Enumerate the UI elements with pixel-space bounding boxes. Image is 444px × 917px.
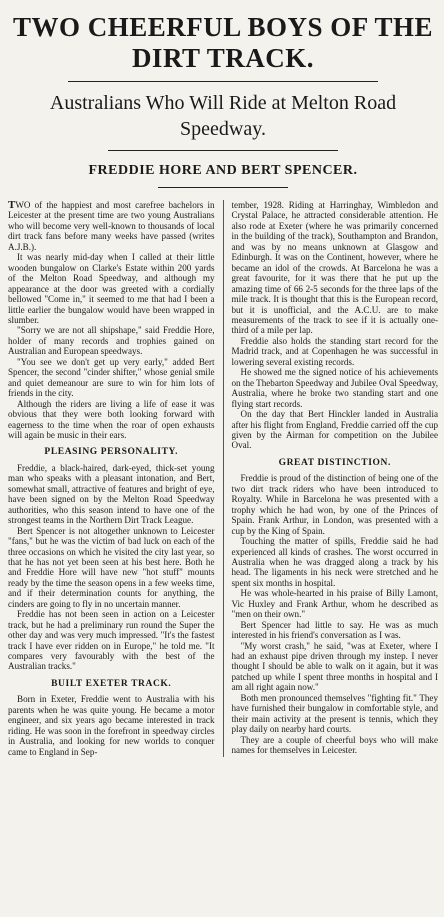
subheadline-rule — [108, 150, 338, 151]
paragraph: Bert Spencer had little to say. He was as much interested in his friend's conversation as I was. — [231, 619, 439, 641]
left-column — [8, 200, 215, 757]
subheadline: Australians Who Will Ride at Melton Road Speedway. — [49, 92, 397, 140]
section-heading: GREAT DISTINCTION. — [278, 457, 391, 468]
paragraph: On the day that Bert Hinckler landed in Australia after his flight from England, Freddie carried off the cup given by the Airman for competition on the Jubilee Oval. — [231, 409, 439, 451]
column-divider — [223, 200, 224, 757]
paragraph: "Sorry we are not all shipshape," said Freddie Hore, holder of many records and trophies gained on Australian and European speedways. — [8, 325, 215, 357]
paragraph: "You see we don't get up very early," added Bert Spencer, the second "cinder shifter," whose genial smile and quiet demeanour are sure to win for him lots of friends in the city. — [8, 356, 215, 399]
paragraph: He showed me the signed notice of his achievements on the Thebarton Speedway and Jubilee Oval Speedway, Australia, where he broke two standing start and one flying start records. — [231, 367, 439, 409]
byline-rule — [158, 187, 288, 188]
paragraph: He was whole-hearted in his praise of Billy Lamont, Vic Huxley and Frank Arthur, whom he described as "men on their own." — [231, 588, 439, 620]
paragraph: Although the riders are living a life of ease it was obvious that they were both looking forward with eagerness to the time when the roar of open exhausts will again be music in their ears. — [8, 398, 215, 440]
paragraph: Touching the matter of spills, Freddie said he had experienced all kinds of crashes. The worst occurred in Australia when he was dragged along a track by his head. The ligaments in his neck were stretched and he spent six months in hospital. — [231, 536, 439, 588]
right-column — [232, 200, 439, 757]
paragraph: Freddie is proud of the distinction of being one of the two dirt track riders who have been introduced to Royalty. While in Barcelona he was presented with a trophy which he had won, by one of the Princes of Spain. Frank Arthur, in London, was presented with a cup by the King of Spain. — [231, 473, 439, 536]
headline-rule — [68, 81, 378, 82]
paragraph: "My worst crash," he said, "was at Exeter, where I had an exhaust pipe driven through my instep. I never thought I should be able to walk on it again, but it was patched up while I spent three months in hospital and I am all right again now." — [231, 640, 439, 693]
paragraph-text: WO of the happiest and most carefree bachelors in Leicester at the present time are two young Australians who will become very well-known to thousands of local dirt track fans before many weeks have passed (writes A.J.B.). — [8, 200, 215, 252]
paragraph: It was nearly mid-day when I called at their little wooden bungalow on Clarke's Estate within 200 yards of the Melton Road Speedway, and although my appearance at the door was greeted with a cordially bellowed "Come in," it seemed to me that had I been a little earlier the bungalow would have been wrapped in slumber. — [8, 252, 215, 325]
paragraph: Born in Exeter, Freddie went to Australia with his parents when he was quite young. He became a motor engineer, and six years ago became interested in track riding. He was soon in the forefront in speedway circles in Australia, and looking for new worlds to conquer came to England in Sep- — [8, 694, 215, 757]
paragraph: Freddie also holds the standing start record for the Madrid track, and at Copenhagen he was successful in lowering several existing records. — [231, 335, 439, 367]
paragraph: tember, 1928. Riding at Harringhay, Wimbledon and Crystal Palace, he attracted considerable attention. He also rode at Exeter (where he was primarily concerned in the building of the track), Southampton and Brandon, and was by no means unknown at Glasgow and Edinburgh. It was on the Continent, however, where he became an idol of the crowds. At Barcelona he was a great favourite, for it was there that he put up the amazing time of 66 2-5 seconds for the three laps of the mile track. It is thought that this is the European record, but it is unofficial, and the A.C.U. are to make measurements of the track to see if it is actually one-third of a mile per lap. — [231, 200, 439, 336]
drop-cap: T — [8, 199, 16, 211]
byline: FREDDIE HORE AND BERT SPENCER. — [88, 163, 358, 178]
paragraph — [8, 200, 215, 252]
article-columns — [8, 200, 438, 757]
paragraph: Freddie, a black-haired, dark-eyed, thick-set young man who speaks with a pleasant intonation, and Bert, somewhat small, attractive of features and bright of eye, have been signed on by the Melton Road Speedway authorities, who this season intend to have one of the strongest teams in the Northern Dirt Track League. — [8, 462, 215, 526]
section-heading: PLEASING PERSONALITY. — [44, 447, 179, 458]
paragraph: Freddie has not been seen in action on a Leicester track, but he had a preliminary run round the Super the other day and was very much impressed. "It's the fastest track I have ever ridden on in Europe," he told me. "It compares very favourably with the best of the Australian tracks." — [8, 609, 215, 672]
paragraph: Both men pronounced themselves "fighting fit." They have furnished their bungalow in comfortable style, and their main activity at the present is tennis, which they play daily on nearby hard courts. — [231, 692, 439, 735]
paragraph: Bert Spencer is not altogether unknown to Leicester "fans," but he was the victim of bad luck on each of the three occasions on which he visited the city last year, so that he has not yet been seen at his best here. Both he and Freddie Hore will have new "hot stuff" mounts ready by the time the season opens in a few weeks time, and if their determination counts for anything, the cinders are going to fly in no uncertain manner. — [8, 525, 215, 609]
paragraph: They are a couple of cheerful boys who will make names for themselves in Leicester. — [231, 734, 439, 756]
headline: TWO CHEERFUL BOYS OF THE DIRT TRACK. — [12, 12, 434, 73]
section-heading: BUILT EXETER TRACK. — [51, 678, 172, 689]
